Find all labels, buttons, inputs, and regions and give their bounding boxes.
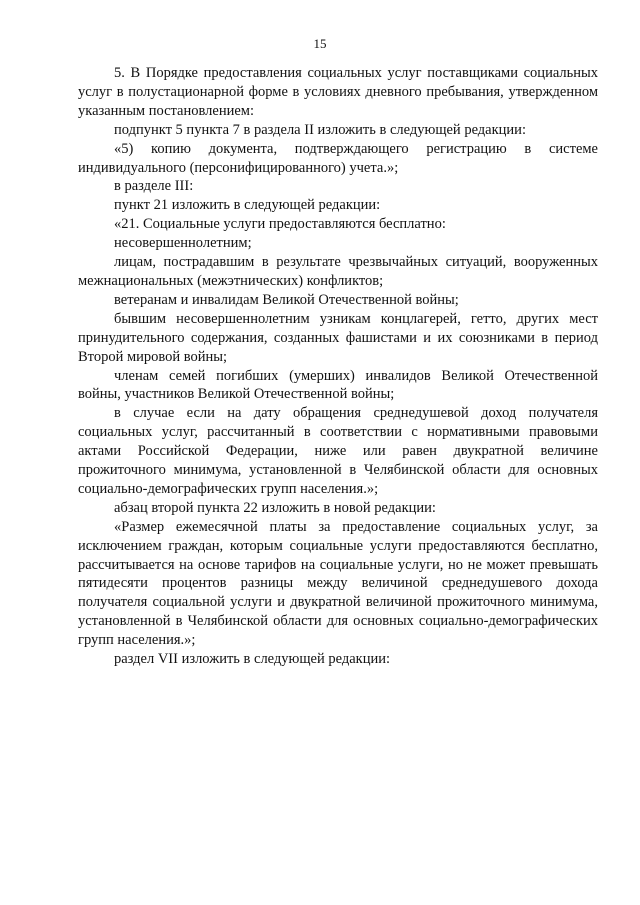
paragraph-section-3: в разделе III:: [114, 178, 194, 195]
list-item-minors: несовершеннолетним;: [114, 235, 252, 252]
list-item-war-veterans: ветеранам и инвалидам Великой Отечественной войны;: [114, 291, 459, 308]
list-item-former-prisoners: бывшим несовершеннолетним узникам концлагерей, гетто, других мест принудительного содержания, созданных фашистами и их союзниками в период Второй мировой войны;: [78, 310, 598, 365]
paragraph-section-7: раздел VII изложить в следующей редакции:: [114, 651, 391, 668]
page-number: 15: [313, 36, 327, 51]
paragraph-point-22: абзац второй пункта 22 изложить в новой редакции:: [114, 499, 436, 516]
paragraph-quoted-subpoint-5: «5) копию документа, подтверждающего регистрацию в системе индивидуального (персонифицированного) учета.»;: [78, 140, 598, 176]
paragraph-quoted-point-21: «21. Социальные услуги предоставляются бесплатно:: [114, 216, 446, 233]
paragraph-subpoint-5-point-7: подпункт 5 пункта 7 в раздела II изложить в следующей редакции:: [114, 121, 526, 138]
list-item-emergency-victims: лицам, пострадавшим в результате чрезвычайных ситуаций, вооруженных межнациональных (межэтнических) конфликтов;: [78, 254, 598, 289]
paragraph-point-21: пункт 21 изложить в следующей редакции:: [114, 197, 381, 214]
paragraph-quoted-fee: «Размер ежемесячной платы за предоставление социальных услуг, за исключением граждан, которым социальные услуги предоставляются бесплатно, рассчитывается на основе тарифов на социальные услуги, но не может превышать пятидесяти процентов разницы между величиной среднедушевого дохода получателя социальной услуги и двукратной величиной прожиточного минимума, установленной в Челябинской области для основных социально-демографических групп населения.»;: [78, 518, 598, 649]
list-item-low-income: в случае если на дату обращения среднедушевой доход получателя социальных услуг, рассчитанный в соответствии с нормативными правовыми актами Российской Федерации, ниже или равен двукратной величине прожиточного минимума, установленной в Челябинской области для основных социально-демографических групп населения.»;: [78, 405, 598, 497]
paragraph-amendment-5: 5. В Порядке предоставления социальных услуг поставщиками социальных услуг в полустационарной форме в условиях дневного пребывания, утвержденном указанным постановлением:: [78, 65, 598, 119]
list-item-family-members: членам семей погибших (умерших) инвалидов Великой Отечественной войны, участников Великой Отечественной войны;: [78, 367, 598, 403]
document-body: [78, 64, 598, 669]
